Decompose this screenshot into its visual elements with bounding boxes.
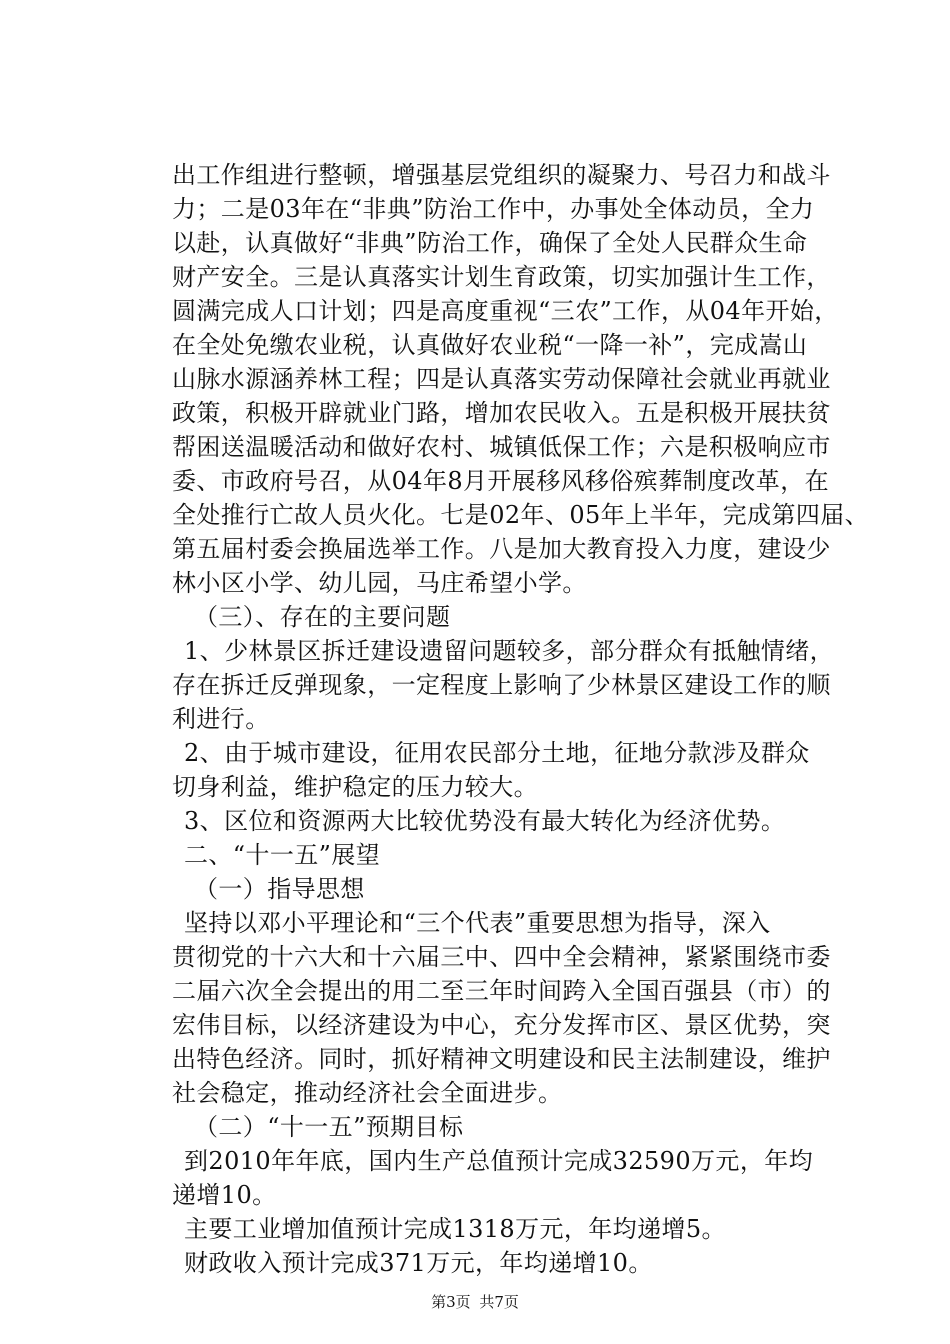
text-line: 山脉水源涵养林工程；四是认真落实劳动保障社会就业再就业: [172, 365, 831, 393]
text-line: 存在拆迁反弹现象，一定程度上影响了少林景区建设工作的顺: [172, 671, 831, 699]
text-line: 1、少林景区拆迁建设遗留问题较多，部分群众有抵触情绪，: [184, 637, 835, 665]
text-line: 林小区小学、幼儿园，马庄希望小学。: [172, 569, 587, 597]
text-line: 全处推行亡故人员火化。七是02年、05年上半年，完成第四届、: [172, 501, 870, 529]
text-line: 力；二是03年在“非典”防治工作中，办事处全体动员，全力: [172, 195, 815, 223]
text-line: 二届六次全会提出的用二至三年时间跨入全国百强县（市）的: [172, 977, 831, 1005]
text-line: 出工作组进行整顿，增强基层党组织的凝聚力、号召力和战斗: [172, 161, 831, 189]
page-total: 共7页: [479, 1293, 519, 1311]
page-number: 第3页: [431, 1293, 471, 1311]
text-line: 委、市政府号召，从04年8月开展移风移俗殡葬制度改革，在: [172, 467, 830, 495]
text-line: 切身利益，维护稳定的压力较大。: [172, 773, 538, 801]
text-line: 宏伟目标，以经济建设为中心，充分发挥市区、景区优势，突: [172, 1011, 831, 1039]
text-line: 圆满完成人口计划；四是高度重视“三农”工作，从04年开始，: [172, 297, 839, 325]
text-line: 政策，积极开辟就业门路，增加农民收入。五是积极开展扶贫: [172, 399, 831, 427]
text-line: 社会稳定，推动经济社会全面进步。: [172, 1079, 563, 1107]
text-line: （一）指导思想: [194, 875, 365, 903]
text-line: 出特色经济。同时，抓好精神文明建设和民主法制建设，维护: [172, 1045, 831, 1073]
text-line: 到2010年年底，国内生产总值预计完成32590万元，年均: [184, 1147, 814, 1175]
text-line: 在全处免缴农业税，认真做好农业税“一降一补”，完成嵩山: [172, 331, 808, 359]
text-line: （二）“十一五”预期目标: [194, 1113, 464, 1141]
text-line: 二、“十一五”展望: [184, 841, 381, 869]
text-line: （三）、存在的主要问题: [194, 603, 451, 631]
text-line: 以赴，认真做好“非典”防治工作，确保了全处人民群众生命: [172, 229, 808, 257]
text-line: 第五届村委会换届选举工作。八是加大教育投入力度，建设少: [172, 535, 831, 563]
text-line: 帮困送温暖活动和做好农村、城镇低保工作；六是积极响应市: [172, 433, 831, 461]
text-line: 2、由于城市建设，征用农民部分土地，征地分款涉及群众: [184, 739, 810, 767]
text-line: 贯彻党的十六大和十六届三中、四中全会精神，紧紧围绕市委: [172, 943, 831, 971]
text-line: 递增10。: [172, 1181, 277, 1209]
text-line: 利进行。: [172, 705, 270, 733]
text-line: 主要工业增加值预计完成1318万元，年均递增5。: [184, 1215, 726, 1243]
page-footer: [0, 1292, 950, 1312]
text-line: 财政收入预计完成371万元，年均递增10。: [184, 1249, 653, 1277]
text-line: 3、区位和资源两大比较优势没有最大转化为经济优势。: [184, 807, 786, 835]
text-line: 坚持以邓小平理论和“三个代表”重要思想为指导，深入: [184, 909, 771, 937]
text-line: 财产安全。三是认真落实计划生育政策，切实加强计生工作，: [172, 263, 831, 291]
document-body: [172, 158, 870, 1280]
